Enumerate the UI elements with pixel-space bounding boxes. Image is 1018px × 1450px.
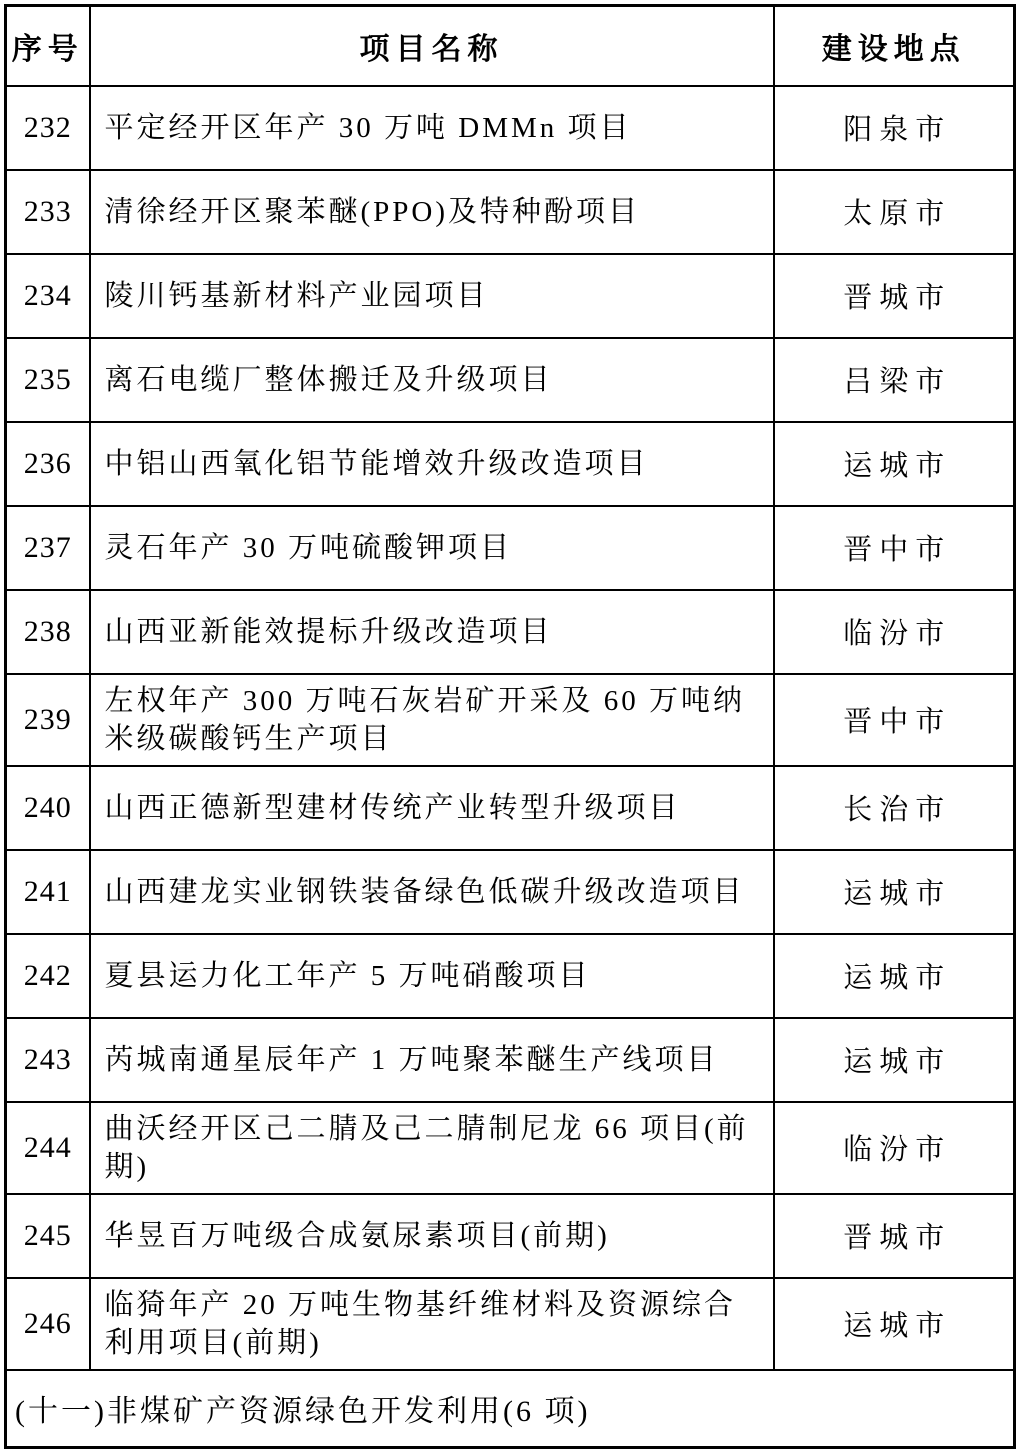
row-construction-location: 临汾市 [774, 1102, 1015, 1194]
row-construction-location: 晋城市 [774, 254, 1015, 338]
row-construction-location: 阳泉市 [774, 86, 1015, 170]
row-project-name: 山西正德新型建材传统产业转型升级项目 [90, 766, 774, 850]
row-project-name: 山西建龙实业钢铁装备绿色低碳升级改造项目 [90, 850, 774, 934]
row-serial-number: 245 [6, 1194, 90, 1278]
row-project-name: 陵川钙基新材料产业园项目 [90, 254, 774, 338]
row-project-name: 曲沃经开区己二腈及己二腈制尼龙 66 项目(前期) [90, 1102, 774, 1194]
row-serial-number: 235 [6, 338, 90, 422]
row-project-name: 临猗年产 20 万吨生物基纤维材料及资源综合利用项目(前期) [90, 1278, 774, 1370]
row-construction-location: 临汾市 [774, 590, 1015, 674]
row-construction-location: 晋中市 [774, 506, 1015, 590]
row-project-name: 夏县运力化工年产 5 万吨硝酸项目 [90, 934, 774, 1018]
table-row [6, 850, 1015, 934]
row-project-name: 山西亚新能效提标升级改造项目 [90, 590, 774, 674]
table-row [6, 766, 1015, 850]
row-project-name: 中铝山西氧化铝节能增效升级改造项目 [90, 422, 774, 506]
row-construction-location: 运城市 [774, 1278, 1015, 1370]
row-serial-number: 241 [6, 850, 90, 934]
header-construction-location: 建设地点 [774, 6, 1015, 86]
row-construction-location: 晋城市 [774, 1194, 1015, 1278]
table-row [6, 506, 1015, 590]
row-serial-number: 232 [6, 86, 90, 170]
table-row [6, 422, 1015, 506]
row-construction-location: 运城市 [774, 850, 1015, 934]
table-row [6, 1194, 1015, 1278]
section-title: (十一)非煤矿产资源绿色开发利用(6 项) [6, 1370, 1015, 1448]
row-serial-number: 240 [6, 766, 90, 850]
row-construction-location: 运城市 [774, 1018, 1015, 1102]
section-row [6, 1370, 1015, 1448]
row-serial-number: 233 [6, 170, 90, 254]
row-serial-number: 244 [6, 1102, 90, 1194]
row-serial-number: 242 [6, 934, 90, 1018]
table-row [6, 254, 1015, 338]
row-construction-location: 运城市 [774, 422, 1015, 506]
row-serial-number: 238 [6, 590, 90, 674]
row-construction-location: 吕梁市 [774, 338, 1015, 422]
table-row [6, 1018, 1015, 1102]
table-row [6, 934, 1015, 1018]
row-construction-location: 运城市 [774, 934, 1015, 1018]
row-construction-location: 晋中市 [774, 674, 1015, 766]
table-row [6, 590, 1015, 674]
table-row [6, 1102, 1015, 1194]
header-project-name: 项目名称 [90, 6, 774, 86]
table-row [6, 1278, 1015, 1370]
table-row [6, 674, 1015, 766]
row-project-name: 离石电缆厂整体搬迁及升级项目 [90, 338, 774, 422]
row-project-name: 灵石年产 30 万吨硫酸钾项目 [90, 506, 774, 590]
table-row [6, 338, 1015, 422]
table-body [6, 86, 1015, 1370]
row-serial-number: 246 [6, 1278, 90, 1370]
row-serial-number: 239 [6, 674, 90, 766]
header-serial-number: 序号 [6, 6, 90, 86]
row-project-name: 芮城南通星辰年产 1 万吨聚苯醚生产线项目 [90, 1018, 774, 1102]
row-project-name: 华昱百万吨级合成氨尿素项目(前期) [90, 1194, 774, 1278]
row-project-name: 清徐经开区聚苯醚(PPO)及特种酚项目 [90, 170, 774, 254]
row-serial-number: 234 [6, 254, 90, 338]
row-project-name: 左权年产 300 万吨石灰岩矿开采及 60 万吨纳米级碳酸钙生产项目 [90, 674, 774, 766]
row-serial-number: 236 [6, 422, 90, 506]
table-header-row [6, 6, 1015, 86]
row-project-name: 平定经开区年产 30 万吨 DMMn 项目 [90, 86, 774, 170]
row-construction-location: 长治市 [774, 766, 1015, 850]
project-table [4, 4, 1016, 1449]
row-serial-number: 237 [6, 506, 90, 590]
row-serial-number: 243 [6, 1018, 90, 1102]
table-row [6, 86, 1015, 170]
table-row [6, 170, 1015, 254]
row-construction-location: 太原市 [774, 170, 1015, 254]
